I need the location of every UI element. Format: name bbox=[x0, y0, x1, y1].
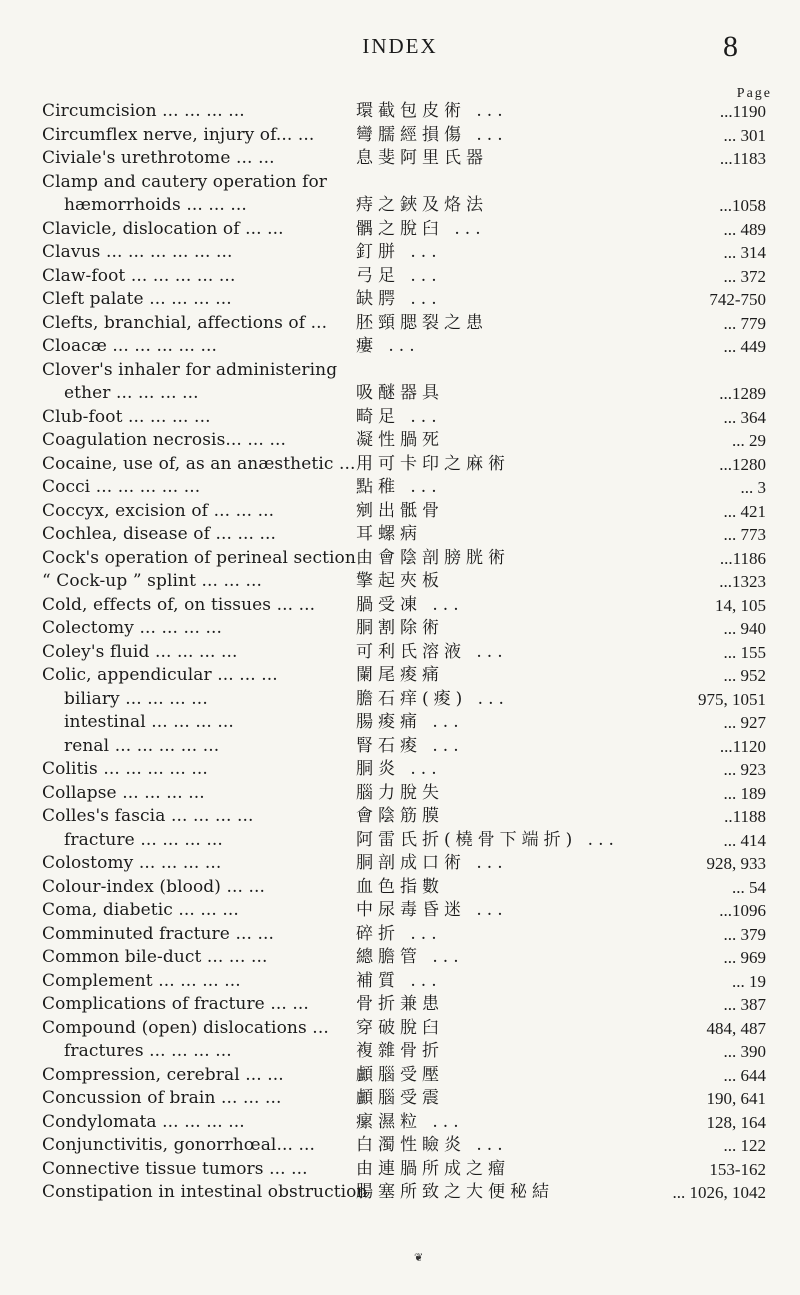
index-entry bbox=[0, 1134, 800, 1158]
entry-chinese-term: 顱腦受震 bbox=[356, 1088, 444, 1108]
index-entry bbox=[0, 617, 800, 641]
entry-english-term: biliary ... ... ... ... bbox=[64, 688, 208, 709]
entry-page-reference: ... 372 bbox=[723, 266, 766, 286]
entry-page-reference: ... 155 bbox=[723, 642, 766, 662]
entry-chinese-term: 骨折兼患 bbox=[356, 994, 444, 1014]
entry-page-reference: ... 940 bbox=[723, 619, 766, 638]
entry-chinese-term: 彎臑經損傷 ... bbox=[356, 124, 508, 145]
entry-chinese-term: 釘胼 ... bbox=[356, 242, 442, 262]
entry-english-term: Colour-index (blood) ... ... bbox=[42, 876, 266, 897]
entry-english-term: Collapse ... ... ... ... bbox=[42, 782, 205, 803]
entry-english-term: fracture ... ... ... ... bbox=[64, 829, 223, 850]
entry-page-reference: 153-162 bbox=[709, 1159, 766, 1179]
entry-english-term: Colles's fascia ... ... ... ... bbox=[42, 806, 254, 826]
page-header bbox=[0, 30, 800, 70]
index-entry bbox=[0, 1017, 800, 1041]
entry-page-reference: ... 387 bbox=[723, 995, 766, 1014]
entry-chinese-term: 膽石痒(痠) ... bbox=[356, 688, 509, 709]
entry-chinese-term: 腸塞所致之大便秘結 bbox=[356, 1182, 554, 1202]
entry-page-reference: ... 364 bbox=[723, 407, 766, 427]
entry-english-term: Cochlea, disease of ... ... ... bbox=[42, 524, 277, 544]
index-entry bbox=[0, 899, 800, 923]
entry-english-term: Comminuted fracture ... ... bbox=[42, 923, 274, 944]
entry-english-term: Condylomata ... ... ... ... bbox=[42, 1111, 245, 1132]
index-entry bbox=[0, 570, 800, 594]
entry-english-term: Club-foot ... ... ... ... bbox=[42, 406, 211, 427]
entry-page-reference: ... 952 bbox=[723, 666, 766, 685]
index-entry bbox=[0, 429, 800, 453]
entry-chinese-term: 白濁性瞼炎 ... bbox=[356, 1135, 508, 1155]
entry-english-term: Colitis ... ... ... ... ... bbox=[42, 759, 208, 779]
index-entries bbox=[0, 100, 800, 1205]
entry-page-reference: ...1058 bbox=[719, 196, 766, 215]
index-entry bbox=[0, 829, 800, 853]
index-entry bbox=[0, 1181, 800, 1205]
index-entry bbox=[0, 406, 800, 430]
entry-chinese-term: 缺腭 ... bbox=[356, 289, 442, 309]
entry-page-reference: ... 29 bbox=[732, 431, 766, 450]
index-entry bbox=[0, 688, 800, 712]
entry-chinese-term: 凝性腡死 bbox=[356, 430, 444, 450]
entry-english-term: Compression, cerebral ... ... bbox=[42, 1064, 284, 1085]
index-entry bbox=[0, 1111, 800, 1135]
entry-page-reference: ...1186 bbox=[719, 548, 766, 568]
entry-english-term: Compound (open) dislocations ... bbox=[42, 1017, 329, 1038]
entry-english-term: Clefts, branchial, affections of ... bbox=[42, 312, 328, 333]
entry-english-term: Complement ... ... ... ... bbox=[42, 970, 241, 991]
index-entry bbox=[0, 453, 800, 477]
entry-english-term: Constipation in intestinal obstruction bbox=[42, 1182, 368, 1202]
entry-english-term: Coley's fluid ... ... ... ... bbox=[42, 641, 238, 662]
entry-chinese-term: 由會陰剖膀胱術 bbox=[356, 547, 510, 568]
entry-chinese-term: 剜出骶骨 bbox=[356, 500, 444, 521]
entry-english-term: hæmorrhoids ... ... ... bbox=[64, 195, 247, 215]
entry-page-reference: ... 773 bbox=[723, 525, 766, 544]
entry-chinese-term: 會陰筋膜 bbox=[356, 806, 444, 826]
index-entry bbox=[0, 265, 800, 289]
entry-page-reference: ... 301 bbox=[723, 125, 766, 145]
entry-english-term: ether ... ... ... ... bbox=[64, 383, 199, 403]
entry-english-term: Cleft palate ... ... ... ... bbox=[42, 289, 232, 309]
entry-chinese-term: 耳螺病 bbox=[356, 524, 422, 544]
entry-page-reference: ...1289 bbox=[719, 384, 766, 403]
entry-chinese-term: 可利氏溶液 ... bbox=[356, 641, 508, 662]
index-entry bbox=[0, 641, 800, 665]
entry-chinese-term: 擎起夾板 bbox=[356, 571, 444, 591]
entry-page-reference: ... 1026, 1042 bbox=[672, 1183, 766, 1202]
entry-chinese-term: 用可卡印之麻術 bbox=[356, 453, 510, 474]
index-entry bbox=[0, 359, 800, 383]
entry-page-reference: ... 489 bbox=[723, 219, 766, 239]
page-number: 8 bbox=[723, 30, 738, 63]
entry-english-term: Colic, appendicular ... ... ... bbox=[42, 665, 278, 685]
entry-page-reference: 928, 933 bbox=[706, 854, 766, 873]
entry-chinese-term: 胴炎 ... bbox=[356, 759, 442, 779]
index-entry bbox=[0, 547, 800, 571]
entry-page-reference: 190, 641 bbox=[706, 1089, 766, 1108]
entry-page-reference: ... 19 bbox=[732, 971, 766, 991]
index-entry bbox=[0, 312, 800, 336]
entry-chinese-term: 環截包皮術 ... bbox=[356, 101, 508, 121]
entry-english-term: “ Cock-up ” splint ... ... ... bbox=[42, 571, 263, 591]
entry-english-term: Coagulation necrosis... ... ... bbox=[42, 430, 286, 450]
index-entry bbox=[0, 923, 800, 947]
entry-chinese-term: 腸痠痛 ... bbox=[356, 712, 464, 732]
entry-page-reference: 128, 164 bbox=[706, 1112, 766, 1132]
entry-english-term: Circumflex nerve, injury of... ... bbox=[42, 124, 315, 145]
entry-chinese-term: 由連腡所成之瘤 bbox=[356, 1158, 510, 1179]
entry-english-term: Clamp and cautery operation for bbox=[42, 171, 328, 192]
entry-page-reference: ...1280 bbox=[719, 454, 766, 474]
entry-english-term: Clavus ... ... ... ... ... ... bbox=[42, 242, 233, 262]
entry-chinese-term: 胚頸腮裂之患 bbox=[356, 312, 488, 333]
entry-english-term: Colectomy ... ... ... ... bbox=[42, 618, 223, 638]
entry-english-term: Cold, effects of, on tissues ... ... bbox=[42, 594, 316, 615]
entry-english-term: Cloacæ ... ... ... ... ... bbox=[42, 336, 217, 356]
entry-chinese-term: 弓足 ... bbox=[356, 265, 442, 286]
entry-page-reference: ...1190 bbox=[719, 102, 766, 121]
entry-english-term: renal ... ... ... ... ... bbox=[64, 735, 220, 756]
entry-english-term: Colostomy ... ... ... ... bbox=[42, 853, 222, 873]
entry-chinese-term: 胴剖成口術 ... bbox=[356, 853, 508, 873]
entry-english-term: Civiale's urethrotome ... ... bbox=[42, 148, 275, 168]
entry-english-term: Connective tissue tumors ... ... bbox=[42, 1158, 308, 1179]
entry-page-reference: ...1096 bbox=[719, 901, 766, 920]
index-entry bbox=[0, 194, 800, 218]
entry-chinese-term: 阿雷氏折(橈骨下端折) ... bbox=[356, 829, 619, 850]
entry-chinese-term: 腎石痠 ... bbox=[356, 735, 464, 756]
entry-page-reference: ...1120 bbox=[719, 736, 766, 756]
entry-chinese-term: 胴割除術 bbox=[356, 618, 444, 638]
entry-page-reference: ... 923 bbox=[723, 760, 766, 779]
entry-page-reference: ... 3 bbox=[740, 478, 766, 497]
entry-english-term: Claw-foot ... ... ... ... ... bbox=[42, 265, 236, 286]
entry-english-term: Circumcision ... ... ... ... bbox=[42, 101, 245, 121]
entry-page-reference: ... 449 bbox=[723, 337, 766, 356]
index-entry bbox=[0, 735, 800, 759]
entry-chinese-term: 瘰濕粒 ... bbox=[356, 1111, 464, 1132]
index-entry bbox=[0, 241, 800, 265]
index-entry bbox=[0, 500, 800, 524]
running-title: INDEX bbox=[362, 34, 438, 58]
entry-chinese-term: 顱腦受壓 bbox=[356, 1064, 444, 1085]
entry-page-reference: ... 421 bbox=[723, 501, 766, 521]
entry-english-term: Common bile-duct ... ... ... bbox=[42, 947, 268, 967]
entry-chinese-term: 息斐阿里氏器 bbox=[356, 148, 488, 168]
entry-page-reference: ... 122 bbox=[723, 1136, 766, 1155]
entry-page-reference: ... 644 bbox=[723, 1065, 766, 1085]
entry-page-reference: ... 54 bbox=[732, 877, 766, 897]
entry-chinese-term: 複雜骨折 bbox=[356, 1041, 444, 1061]
entry-page-reference: ... 927 bbox=[723, 713, 766, 732]
index-entry bbox=[0, 171, 800, 195]
entry-english-term: Cocci ... ... ... ... ... bbox=[42, 477, 201, 497]
entry-page-reference: ... 414 bbox=[723, 830, 766, 850]
entry-page-reference: ...1183 bbox=[719, 149, 766, 168]
index-entry bbox=[0, 782, 800, 806]
entry-chinese-term: 總膽管 ... bbox=[356, 947, 464, 967]
entry-english-term: fractures ... ... ... ... bbox=[64, 1041, 232, 1061]
index-entry bbox=[0, 1040, 800, 1064]
entry-page-reference: ... 189 bbox=[723, 783, 766, 803]
entry-page-reference: ...1323 bbox=[719, 572, 766, 591]
entry-english-term: Clavicle, dislocation of ... ... bbox=[42, 218, 284, 239]
entry-english-term: Cocaine, use of, as an anæsthetic ... bbox=[42, 453, 356, 474]
entry-english-term: Coccyx, excision of ... ... ... bbox=[42, 500, 275, 521]
entry-page-reference: ... 314 bbox=[723, 243, 766, 262]
entry-page-reference: ... 390 bbox=[723, 1042, 766, 1061]
index-entry bbox=[0, 758, 800, 782]
entry-english-term: Cock's operation of perineal section bbox=[42, 547, 356, 568]
entry-chinese-term: 瘻 ... bbox=[356, 336, 420, 356]
entry-chinese-term: 腡受凍 ... bbox=[356, 594, 464, 615]
entry-english-term: Complications of fracture ... ... bbox=[42, 994, 309, 1014]
entry-chinese-term: 畸足 ... bbox=[356, 406, 442, 427]
entry-english-term: Clover's inhaler for administering bbox=[42, 359, 338, 380]
entry-page-reference: ... 379 bbox=[723, 924, 766, 944]
entry-page-reference: ..1188 bbox=[724, 807, 766, 826]
index-entry bbox=[0, 288, 800, 312]
index-entry bbox=[0, 1158, 800, 1182]
index-entry bbox=[0, 335, 800, 359]
entry-chinese-term: 吸醚器具 bbox=[356, 383, 444, 403]
ink-mark: ❦ bbox=[414, 1251, 424, 1264]
index-entry bbox=[0, 664, 800, 688]
index-entry bbox=[0, 476, 800, 500]
index-entry bbox=[0, 970, 800, 994]
entry-chinese-term: 穿破脫臼 bbox=[356, 1017, 444, 1038]
index-entry bbox=[0, 993, 800, 1017]
entry-chinese-term: 血色指數 bbox=[356, 876, 444, 897]
entry-english-term: Concussion of brain ... ... ... bbox=[42, 1088, 282, 1108]
index-entry bbox=[0, 382, 800, 406]
index-entry bbox=[0, 711, 800, 735]
entry-page-reference: 484, 487 bbox=[706, 1018, 766, 1038]
index-entry bbox=[0, 218, 800, 242]
entry-english-term: intestinal ... ... ... ... bbox=[64, 712, 234, 732]
entry-page-reference: 975, 1051 bbox=[698, 689, 766, 709]
index-entry bbox=[0, 852, 800, 876]
entry-english-term: Coma, diabetic ... ... ... bbox=[42, 900, 239, 920]
index-entry bbox=[0, 1064, 800, 1088]
entry-chinese-term: 碎折 ... bbox=[356, 923, 442, 944]
index-entry bbox=[0, 805, 800, 829]
index-entry bbox=[0, 1087, 800, 1111]
entry-chinese-term: 中尿毒昏迷 ... bbox=[356, 900, 508, 920]
entry-page-reference: 14, 105 bbox=[715, 595, 766, 615]
page-column-label: Page bbox=[736, 86, 772, 101]
index-entry bbox=[0, 523, 800, 547]
index-entry bbox=[0, 100, 800, 124]
index-entry bbox=[0, 876, 800, 900]
entry-chinese-term: 補質 ... bbox=[356, 970, 442, 991]
index-entry bbox=[0, 147, 800, 171]
entry-page-reference: ... 779 bbox=[723, 313, 766, 333]
entry-page-reference: ... 969 bbox=[723, 948, 766, 967]
entry-page-reference: 742-750 bbox=[709, 290, 766, 309]
entry-chinese-term: 闌尾痠痛 bbox=[356, 665, 444, 685]
index-entry bbox=[0, 946, 800, 970]
entry-chinese-term: 腦力脫失 bbox=[356, 782, 444, 803]
entry-chinese-term: 髃之脫臼 ... bbox=[356, 218, 486, 239]
index-entry bbox=[0, 124, 800, 148]
entry-chinese-term: 痔之鋏及烙法 bbox=[356, 195, 488, 215]
entry-chinese-term: 點稚 ... bbox=[356, 477, 442, 497]
entry-english-term: Conjunctivitis, gonorrhœal... ... bbox=[42, 1135, 316, 1155]
index-entry bbox=[0, 594, 800, 618]
